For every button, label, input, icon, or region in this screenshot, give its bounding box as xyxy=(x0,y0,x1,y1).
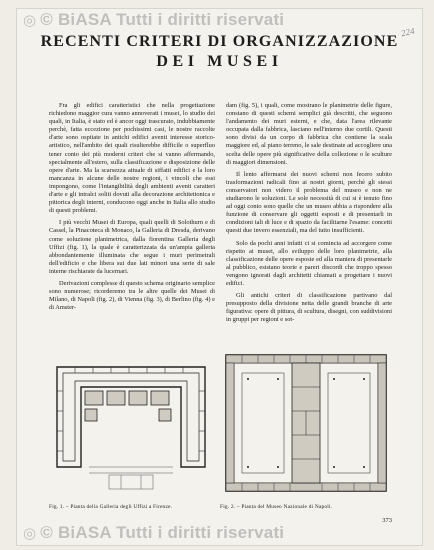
figures-row xyxy=(49,347,392,517)
figure-1 xyxy=(49,347,213,510)
handwritten-page-mark: 224 xyxy=(399,25,415,39)
paragraph: dam (fig. 5), i quali, come mostrano le planimetrie delle figure, constano di questi schemi semplici già descritti, che seguono l'andamento dei muri esterni, e che, data l'area rilevante occupata dalla fabbrica, lasciano nell'interno due cortili. Questi sono divisi da un corpo di fabbrica che contiene la scala maggiore ed, al piano terreno, le sale destinate ad accogliere una scelta delle opere più significative della collezione o le sculture di maggiori dimensioni. xyxy=(226,102,392,166)
article-body xyxy=(49,102,392,340)
figure-2 xyxy=(220,347,392,510)
paragraph: Il lento affermarsi dei nuovi schemi non fecero subito trasformazioni radicali fino ai nostri giorni, perchè gli stessi conservatori non videro il problema del museo e non ne studiarono le soluzioni. Le sole necessità di cui si è tenuto fino ad oggi conto sono quelle che un museo abbia a rispondere alla funzione di conservare gli oggetti esposti e di presentarli in condizioni tali di luce e di spazio da facilitarne l'esame: concetti questi due invero essenziali, ma del tutto insufficienti. xyxy=(226,170,392,235)
paragraph: Derivazioni complesse di questo schema originario semplice sono numerose; ricorderemo tra le altre quelle dei Musei di Milano, di Napoli (fig. 2), di Vienna (fig. 3), di Berlino (fig. 4) e di Amster- xyxy=(49,279,215,312)
article-title-line-1: RECENTI CRITERI DI ORGANIZZAZIONE xyxy=(40,33,399,50)
article-title-line-2: DEI MUSEI xyxy=(156,53,283,70)
paragraph: Solo da pochi anni infatti ci si comincia ad accorgere come rispetto ai musei, allo sviluppo delle loro planimetrie, alla classificazione delle opere esposte ed alla maniera di presentarle al pubblico, esistano teorie e pareri discordi che troppo spesso vengono ignorati dagli architetti chiamati a progettare i nuovi edifici. xyxy=(226,239,392,287)
figure-1-caption: Fig. 1. – Pianta della Galleria degli Uffizi a Firenze. xyxy=(49,504,173,510)
watermark-logo-icon: ◎ xyxy=(23,12,37,29)
paragraph: I più vecchi Musei di Europa, quali quelli di Solothurn e di Cassel, la Pinacoteca di Monaco, la Galleria di Dresda, derivano come soluzione planimetrica, dalla fiorentina Galleria degli Uffizi (fig. 1), la quale è caratterizzata da un'ampia galleria abbondantemente illuminata che segue i muri perimetrali dell'edificio e che libera sui due lati minori una serie di sale interne rischiarate da lucernari. xyxy=(49,219,215,275)
figure-2-caption: Fig. 2. – Pianta del Museo Nazionale di Napoli. xyxy=(220,504,333,510)
watermark-top-text: © BiASA Tutti i diritti riservati xyxy=(40,10,285,29)
right-column xyxy=(226,102,392,328)
watermark-top xyxy=(17,10,423,30)
watermark-logo-icon: ◎ xyxy=(23,525,37,542)
page-number: 373 xyxy=(382,517,392,524)
watermark-bottom xyxy=(17,523,423,543)
paragraph: Gli antichi criteri di classificazione partivano dal presupposto della divisione netta delle grandi branche di arte figurativa: opere di pittura, di scultura, disegni, con suddivisioni in gruppi per regioni e sot- xyxy=(226,292,392,324)
watermark-bottom-text: © BiASA Tutti i diritti riservati xyxy=(40,523,285,542)
paragraph: Fra gli edifici caratteristici che nella progettazione richiedono maggior cura vanno annoverati i musei, lo studio dei quali, in Italia, è stato ed è ancor oggi trascurato, indubbiamente perchè, fatta eccezione per pochissimi casi, le nostre raccolte d'arte sono ospitate in antichi edifici aventi interesse storico-artistico, nell'ambito dei quali risulterebbe difficile o superfluo tener conto dei più moderni criteri che si vanno affermando, specialmente all'estero, sulla classificazione e disposizione delle opere d'arte. Ma la scarsezza attuale di siffatti edifici e la loro mancanza in alcune delle nostre regioni, i vincoli che essi impongono, come l'intangibilità degli ambienti aventi caratteri d'arte e gli intralci soliti dovuti alla decorazione architettonica e pittorica degli interni, conducono oggi anche in Italia allo studio di questi problemi. xyxy=(49,102,215,215)
uffizi-floor-plan xyxy=(49,347,213,501)
document-page xyxy=(16,8,423,546)
left-column xyxy=(49,102,215,316)
napoli-museum-floor-plan xyxy=(220,347,392,501)
